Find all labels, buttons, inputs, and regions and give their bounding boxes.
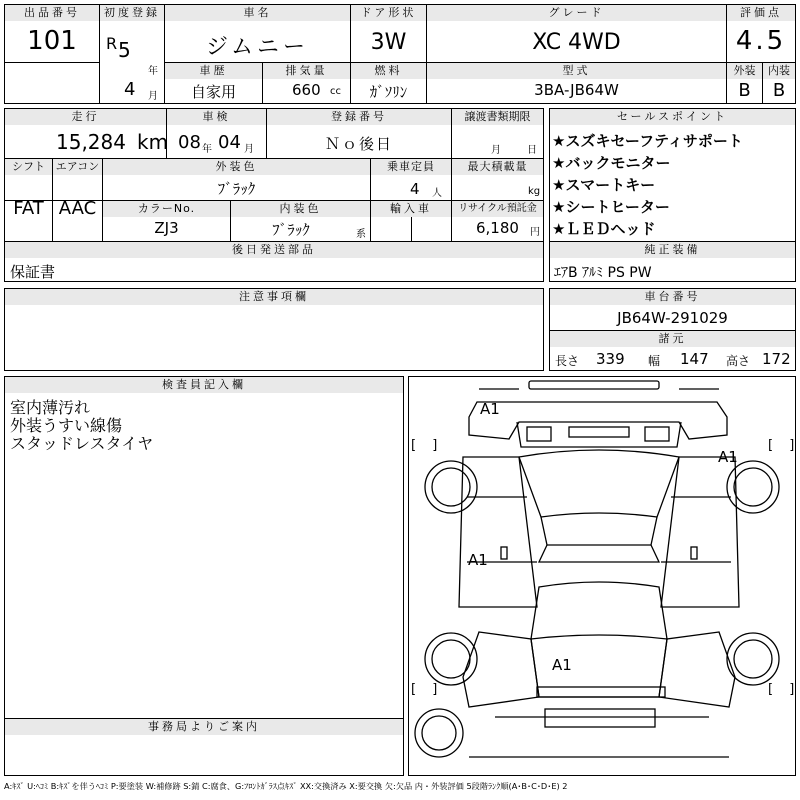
color-label: 外装色: [103, 159, 370, 175]
month-unit: 月: [148, 91, 158, 102]
sales-point: ★スズキセーフティサポート: [552, 132, 743, 150]
damage-mark: A1: [468, 551, 488, 569]
reg-year: 5: [118, 38, 131, 62]
inspector-label: 検査員記入欄: [5, 377, 403, 393]
bracket-right-lower: [ ]: [768, 682, 800, 697]
int-label: 内装: [763, 63, 795, 79]
rear-bumper: [537, 687, 665, 697]
inspect-label: 車検: [167, 109, 266, 125]
inspect-month-unit: 月: [244, 144, 254, 155]
inspector-note: スタッドレスタイヤ: [10, 434, 154, 453]
intcolor-label: 内装色: [231, 201, 370, 217]
colorno-label: カラーNo.: [103, 201, 230, 217]
front-bumper: [529, 381, 659, 389]
length: 339: [596, 350, 625, 368]
load-unit: kg: [528, 186, 541, 197]
score: 4.5: [735, 26, 787, 56]
dims-label: 諸元: [550, 331, 795, 347]
transfer-month: 月: [491, 145, 501, 156]
sales-label: セールスポイント: [550, 109, 795, 125]
door-type: 3W: [370, 30, 407, 55]
fuel-label: 燃料: [351, 63, 426, 79]
door-label: ドア形状: [351, 5, 426, 21]
model-label: 型式: [427, 63, 726, 79]
inspect-year-unit: 年: [202, 144, 212, 155]
int-color: ﾌﾞﾗｯｸ: [272, 221, 310, 239]
name-label: 車名: [165, 5, 350, 21]
history-label: 車歴: [165, 63, 262, 79]
displacement: 660: [292, 81, 321, 99]
car-diagram: [409, 377, 795, 775]
regno-label: 登録番号: [267, 109, 451, 125]
ac-label: エアコン: [53, 159, 102, 175]
inspect-month: 04: [218, 132, 241, 153]
seats-label: 乗車定員: [371, 159, 451, 175]
mileage-label: 走行: [5, 109, 166, 125]
seats: 4: [410, 180, 420, 198]
right-rear-wheel: [727, 633, 779, 685]
mileage-unit: km: [137, 130, 169, 154]
load-label: 最大積載量: [452, 159, 543, 175]
width: 147: [680, 350, 709, 368]
ext-color: ﾌﾞﾗｯｸ: [217, 180, 256, 198]
height-label: 高さ: [726, 354, 751, 368]
chassis-label: 車台番号: [550, 289, 795, 305]
ext-score: B: [738, 80, 751, 101]
width-label: 幅: [648, 354, 661, 368]
equipment: ｴｱB ｱﾙﾐ PS PW: [554, 265, 652, 281]
int-color-unit: 系: [356, 229, 366, 240]
damage-mark: A1: [480, 400, 500, 418]
bracket-right-upper: [ ]: [768, 438, 800, 453]
ac: AAC: [58, 198, 97, 219]
inspector-note: 外装うすい線傷: [10, 416, 123, 435]
int-score: B: [772, 80, 786, 101]
chassis-number: JB64W-291029: [617, 309, 728, 327]
disp-unit: cc: [330, 86, 341, 97]
later-parts: 保証書: [10, 263, 56, 281]
notes-label: 注意事項欄: [5, 289, 543, 305]
right-front-wheel: [727, 461, 779, 513]
sales-point: ★シートヒーター: [552, 198, 670, 216]
car-name: ジムニー: [205, 35, 310, 60]
reg-label: 初度登録: [100, 5, 164, 21]
grade: XC 4WD: [532, 30, 621, 55]
office-label: 事務局よりご案内: [5, 719, 403, 735]
shift: FAT: [13, 198, 44, 219]
bracket-left-lower: [ ]: [411, 682, 444, 697]
ext-label: 外装: [727, 63, 762, 79]
grade-label: グレード: [427, 5, 726, 21]
inspector-note: 室内薄汚れ: [10, 398, 91, 417]
seats-unit: 人: [432, 188, 442, 199]
colorno: ZJ3: [154, 219, 179, 237]
sales-point: ★バックモニター: [552, 154, 671, 172]
lot-number: 101: [27, 26, 77, 56]
height: 172: [762, 350, 791, 368]
fuel: ｶﾞｿﾘﾝ: [369, 83, 408, 101]
left-front-wheel: [425, 461, 477, 513]
damage-mark: A1: [552, 656, 572, 674]
damage-mark: A1: [718, 448, 738, 466]
reg-month: 4: [124, 79, 136, 100]
lot-label: 出品番号: [5, 5, 99, 21]
history: 自家用: [190, 83, 236, 101]
model-code: 3BA-JB64W: [534, 81, 619, 99]
recycle-unit: 円: [530, 227, 540, 238]
legend: A:ｷｽﾞ U:ﾍｺﾐ B:ｷｽﾞを伴うﾍｺﾐ P:要塗装 W:補修跡 S:錆 C:腐食、G:ﾌﾛﾝﾄｶﾞﾗｽ点ｷｽﾞ XX:交換済み X:要交換 欠:欠品 内・外装評価 5段階ﾗﾝｸ順(A･B･C･D･E) 2: [4, 781, 568, 791]
later-parts-label: 後日発送部品: [5, 242, 543, 258]
disp-label: 排気量: [263, 63, 350, 79]
length-label: 長さ: [555, 354, 580, 368]
spare-wheel: [415, 709, 463, 757]
score-label: 評価点: [727, 5, 795, 21]
shift-label: シフト: [5, 159, 52, 175]
sales-point: ★ＬＥＤヘッド: [552, 220, 656, 238]
equip-label: 純正装備: [550, 242, 795, 258]
recycle-fee: 6,180: [476, 219, 519, 237]
transfer-label: 譲渡書類期限: [452, 109, 543, 125]
era: R: [106, 34, 118, 53]
regno: Ｎｏ後日: [324, 135, 393, 153]
year-unit: 年: [148, 66, 158, 77]
transfer-day: 日: [527, 145, 537, 156]
recycle-label: リサイクル預託金: [452, 201, 543, 217]
import-label: 輸入車: [371, 201, 451, 217]
bracket-left-upper: [ ]: [411, 438, 444, 453]
sales-point: ★スマートキー: [552, 176, 656, 194]
inspect-year: 08: [178, 132, 201, 153]
mileage: 15,284: [56, 130, 126, 154]
